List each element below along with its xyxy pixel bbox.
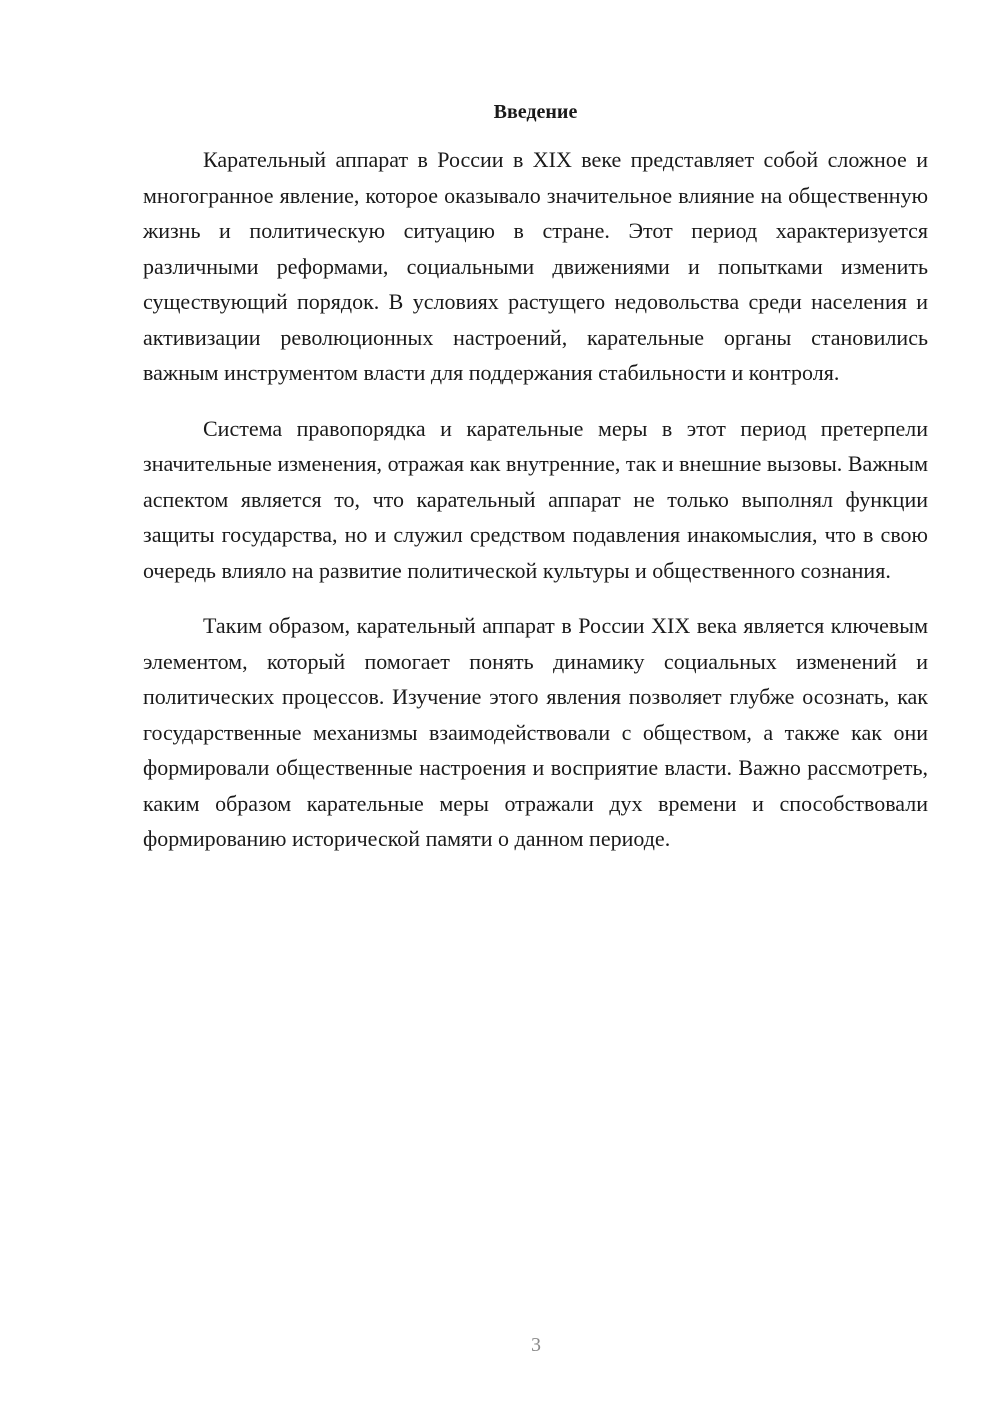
paragraph-2: Система правопорядка и карательные меры в этот период претерпели значительные изменения, отражая как внутренние, так и внешние вызовы. Важным аспектом является то, что карательный аппарат не только выполнял функции защиты государства, но и служил средством подавления инакомыслия, что в свою очередь влияло на развитие политической культуры и общественного сознания. — [143, 415, 928, 583]
section-title: Введение — [493, 101, 578, 123]
paragraph-3: Таким образом, карательный аппарат в России XIX века является ключевым элементом, который помогает понять динамику социальных изменений и политических процессов. Изучение этого явления позволяет глубже осознать, как государственные механизмы взаимодействовали с обществом, а также как они формировали общественные настроения и восприятие власти. Важно рассмотреть, каким образом карательные меры отражали дух времени и способствовали формированию исторической памяти о данном периоде. — [143, 613, 928, 851]
body-text — [143, 142, 928, 877]
page-number: 3 — [531, 1334, 541, 1356]
paragraph-1: Карательный аппарат в России в XIX веке представляет собой сложное и многогранное явление, которое оказывало значительное влияние на общественную жизнь и политическую ситуацию в стране. Этот период характеризуется различными реформами, социальными движениями и попытками изменить существующий порядок. В условиях растущего недовольства среди населения и активизации революционных настроений, карательные органы становились важным инструментом власти для поддержания стабильности и контроля. — [143, 147, 928, 385]
